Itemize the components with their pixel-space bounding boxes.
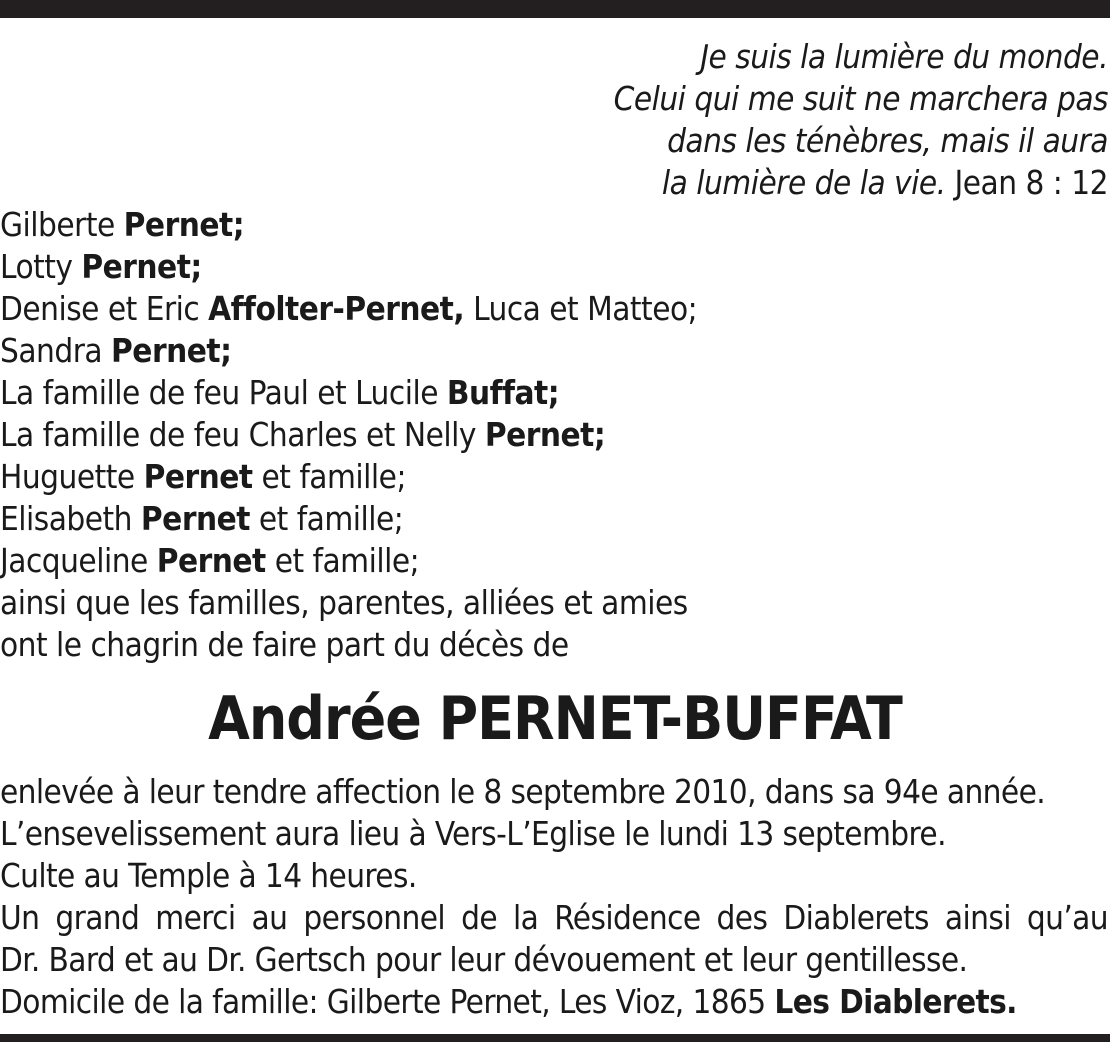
family-line: La famille de feu Paul et Lucile Buffat;	[0, 373, 560, 412]
closing-line: Domicile de la famille: Gilberte Pernet, Les Vioz, 1865 Les Diablerets.	[0, 982, 1017, 1021]
family-list	[0, 204, 697, 666]
closing-line: Culte au Temple à 14 heures.	[0, 856, 417, 895]
family-line: Lotty Pernet;	[0, 247, 202, 286]
family-surname: Pernet;	[81, 247, 202, 286]
bible-quote	[208, 36, 1108, 204]
family-surname: Affolter-Pernet,	[208, 289, 465, 328]
family-surname: Pernet	[140, 499, 250, 538]
quote-line	[208, 36, 1108, 78]
family-surname: Pernet;	[484, 415, 606, 454]
family-line: Gilberte Pernet;	[0, 205, 245, 244]
closing-line: L’ensevelissement aura lieu à Vers-L’Eglise le lundi 13 septembre.	[0, 814, 946, 853]
family-line: La famille de feu Charles et Nelly Pernet;	[0, 415, 606, 454]
quote-text: la lumière de la vie.	[661, 163, 946, 202]
family-line: Jacqueline Pernet et famille;	[0, 541, 420, 580]
closing-line: Dr. Bard et au Dr. Gertsch pour leur dévouement et leur gentillesse.	[0, 940, 968, 979]
quote-line	[208, 162, 1108, 204]
family-line: Sandra Pernet;	[0, 331, 232, 370]
quote-text: Celui qui me suit ne marchera pas	[613, 79, 1108, 118]
quote-line	[208, 120, 1108, 162]
bottom-rule	[0, 1034, 1110, 1042]
quote-line	[208, 78, 1108, 120]
deceased-name: Andrée PERNET-BUFFAT	[208, 684, 902, 754]
family-line: Elisabeth Pernet et famille;	[0, 499, 404, 538]
family-tail-line: ont le chagrin de faire part du décès de	[0, 625, 569, 664]
family-line: Huguette Pernet et famille;	[0, 457, 406, 496]
quote-reference: Jean 8 : 12	[954, 163, 1108, 202]
family-surname: Pernet;	[123, 205, 245, 244]
family-surname: Pernet;	[111, 331, 232, 370]
quote-text: dans les ténèbres, mais il aura	[667, 121, 1108, 160]
family-surname: Pernet	[143, 457, 253, 496]
top-rule	[0, 0, 1110, 18]
family-tail-line: ainsi que les familles, parentes, alliées et amies	[0, 583, 688, 622]
closing-text	[0, 771, 1108, 1023]
family-surname: Pernet	[156, 541, 266, 580]
domicile-town: Les Diablerets.	[774, 982, 1017, 1021]
family-surname: Buffat;	[446, 373, 560, 412]
quote-text: Je suis la lumière du monde.	[700, 37, 1108, 76]
closing-line: enlevée à leur tendre affection le 8 septembre 2010, dans sa 94e année.	[0, 772, 1046, 811]
family-line: Denise et Eric Affolter-Pernet, Luca et Matteo;	[0, 289, 698, 328]
closing-line-justified: Un grand merci au personnel de la Résidence des Diablerets ainsi qu’au	[0, 898, 1108, 937]
